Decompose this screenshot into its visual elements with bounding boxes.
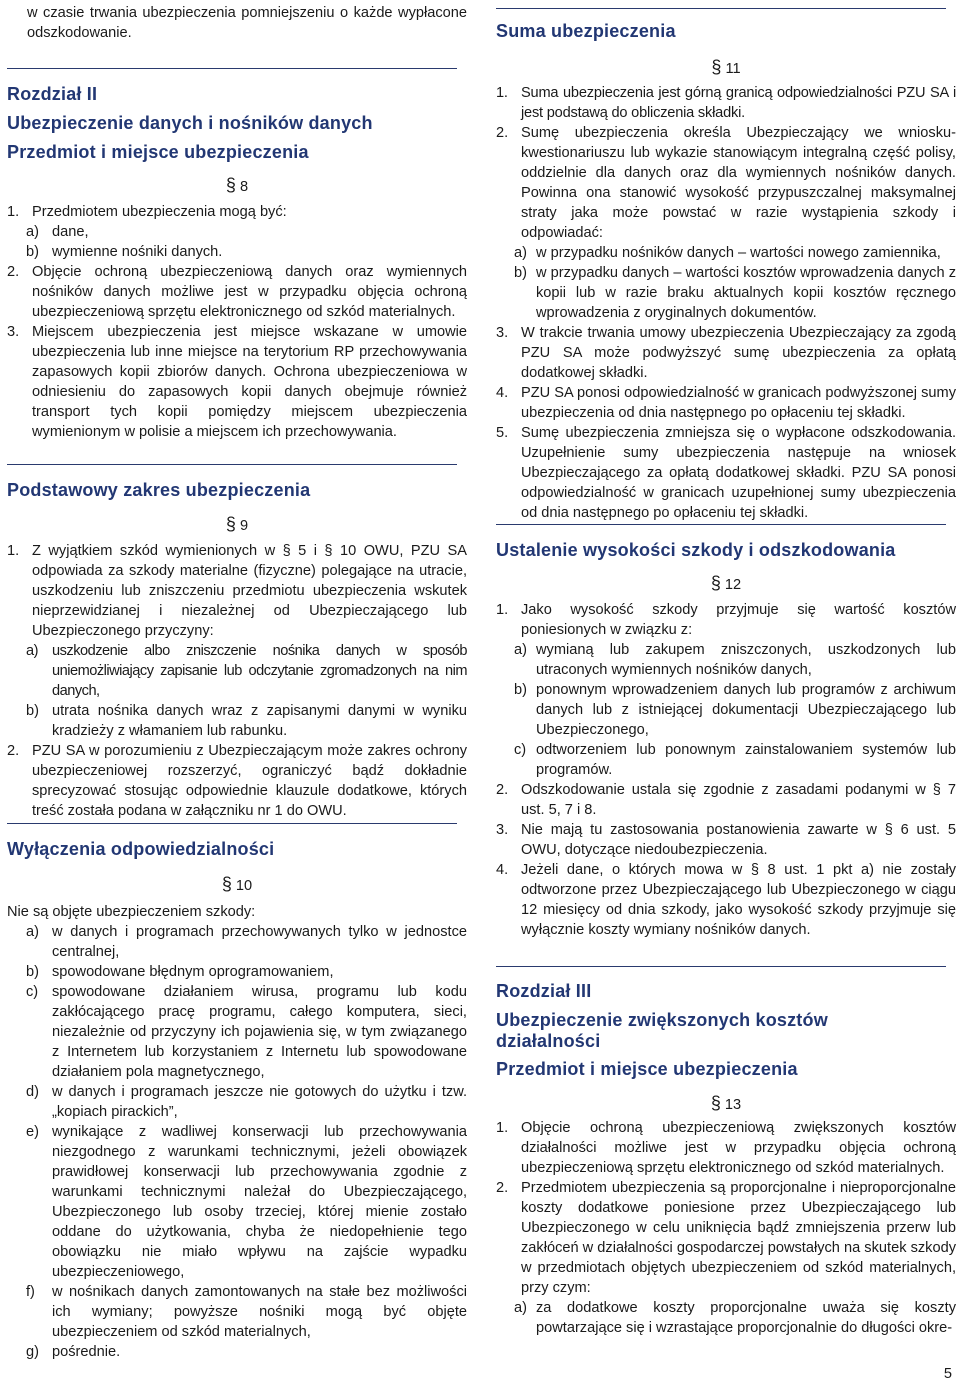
list-item: 1. Przedmiotem ubezpieczenia mogą być: [7, 204, 287, 220]
section-11-body [496, 83, 956, 523]
list-item: 1. Suma ubezpieczenia jest górną granicą odpowiedzialności PZU SA i jest podstawą do obliczenia składki. [496, 85, 956, 121]
list-item: d) w danych i programach jeszcze nie gotowych do użytku i tzw. „kopiach pirackich”, [26, 1084, 467, 1120]
section-number: 12 [724, 577, 742, 593]
section-title: Ustalenie wysokości szkody i odszkodowania [496, 540, 896, 560]
list-intro: Nie są objęte ubezpieczeniem szkody: [7, 904, 256, 920]
list-item: c) spowodowane działaniem wirusa, programu lub kodu zakłócającego pracę programu, całego komputera, sieci, niezależnie od przyczyny ich pojawienia się, w tym związanego z Internetem lub korzystaniem z Internetu lub spowodowane działaniem pola magnetycznego, [26, 984, 467, 1080]
divider [496, 966, 946, 967]
section-8-body [7, 202, 467, 442]
page-number: 5 [943, 1366, 952, 1382]
list-item: a) wymianą lub zakupem zniszczonych, uszkodzonych lub utraconych wymiennych nośników danych, [514, 642, 956, 678]
divider [7, 68, 457, 69]
section-symbol: § [710, 1093, 721, 1113]
list-item: a) za dodatkowe koszty proporcjonalne uważa się koszty powtarzające się i wzrastające proporcjonalnie do długości okre- [514, 1300, 956, 1336]
list-item: 4. PZU SA ponosi odpowiedzialność w granicach podwyższonej sumy ubezpieczenia od dnia następnego po opłaceniu tej składki. [496, 385, 956, 421]
chapter-number: Rozdział III [496, 981, 592, 1001]
chapter-heading [7, 80, 467, 167]
chapter-title: Ubezpieczenie zwiększonych kosztów działalności [496, 1010, 828, 1051]
section-number: 10 [235, 878, 253, 894]
list-item: 1. Objęcie ochroną ubezpieczeniową zwiększonych kosztów działalności możliwe jest w przypadku objęcia ochroną ubezpieczeniową sprzętu elektronicznego od szkód materialnych. [496, 1120, 956, 1176]
divider [496, 8, 946, 9]
list-item: b) utrata nośnika danych wraz z zapisanymi danymi w wyniku kradzieży z włamaniem lub rabunku. [26, 703, 467, 739]
chapter-heading [496, 977, 956, 1084]
intro-text: w czasie trwania ubezpieczenia pomniejszeniu o każde wypłacone odszkodowanie. [27, 5, 467, 41]
section-13-body [496, 1118, 956, 1338]
list-item: 1. Z wyjątkiem szkód wymienionych w § 5 i § 10 OWU, PZU SA odpowiada za szkody materialne (fizyczne) polegające na utracie, uszkodzeniu lub zniszczeniu przedmiotu ubezpieczenia wskutek nieprzewidzianej i niezależnej od Ubezpieczającego lub Ubezpieczonego przyczyny: [7, 543, 467, 639]
section-12-body [496, 600, 956, 940]
list-item: 2. Odszkodowanie ustala się zgodnie z zasadami podanymi w § 7 ust. 5, 7 i 8. [496, 782, 956, 818]
section-title: Przedmiot i miejsce ubezpieczenia [496, 1059, 798, 1079]
divider [496, 524, 946, 525]
list-item: g) pośrednie. [26, 1344, 121, 1360]
divider [7, 823, 457, 824]
list-item: b) w przypadku danych – wartości kosztów wprowadzenia danych z kopii lub w razie braku aktualnych kopii kosztów ręcznego wprowadzenia z oryginalnych dokumentów. [514, 265, 956, 321]
section-title: Suma ubezpieczenia [496, 21, 676, 41]
list-item: b) wymienne nośniki danych. [26, 244, 223, 260]
list-item: 3. W trakcie trwania umowy ubezpieczenia Ubezpieczający za zgodą PZU SA może podwyższyć sumę ubezpieczenia za opłatą dodatkowej składki. [496, 325, 956, 381]
list-item: 2. PZU SA w porozumieniu z Ubezpieczającym może zakres ochrony ubezpieczeniowej rozszerzyć, ograniczyć bądź dokładnie sprecyzować stosując odpowiednie klauzule dodatkowe, których treść została podana w załączniku nr 1 do OWU. [7, 743, 467, 819]
list-item: 5. Sumę ubezpieczenia zmniejsza się o wypłacone odszkodowania. Uzupełnienie sumy ubezpieczenia następuje na wniosek Ubezpieczającego za opłatą dodatkowej składki. PZU SA ponosi odpowiedzialność w granicach uzupełnionej sumy ubezpieczenia od dnia następnego po opłaceniu tej składki. [496, 425, 956, 521]
section-9-heading [7, 514, 467, 536]
section-12-heading [496, 573, 956, 595]
list-item: 3. Nie mają tu zastosowania postanowienia zawarte w § 6 ust. 5 OWU, dotyczące niedoubezpieczenia. [496, 822, 956, 858]
section-symbol: § [711, 57, 722, 77]
section-10-body [7, 902, 467, 1362]
list-item: b) spowodowane błędnym oprogramowaniem, [26, 964, 334, 980]
list-item: c) odtworzeniem lub ponownym zainstalowaniem systemów lub programów. [514, 742, 956, 778]
list-item: 4. Jeżeli dane, o których mowa w § 8 ust. 1 pkt a) nie zostały odtworzone przez Ubezpieczającego lub Ubezpieczonego w ciągu 12 miesięcy od dnia szkody, jako wysokość szkody przyjmuje się wyłącznie koszty wymiany nośników danych. [496, 862, 956, 938]
section-symbol: § [710, 573, 721, 593]
section-title: Przedmiot i miejsce ubezpieczenia [7, 142, 309, 162]
list-item: f) w nośnikach danych zamontowanych na stałe bez możliwości ich wymiany; powyższe nośniki mogą być objęte ubezpieczeniem od szkód materialnych, [26, 1284, 467, 1340]
list-item: a) w danych i programach przechowywanych tylko w jednostce centralnej, [26, 924, 467, 960]
list-item: b) ponownym wprowadzeniem danych lub programów z archiwum danych lub z istniejącej dokumentacji Ubezpieczającego lub Ubezpieczonego, [514, 682, 956, 738]
list-item: a) w przypadku nośników danych – wartości nowego zamiennika, [514, 245, 941, 261]
section-9-body [7, 541, 467, 821]
divider [7, 464, 457, 465]
section-number: 8 [239, 179, 249, 195]
section-number: 11 [725, 61, 741, 77]
section-13-heading [496, 1093, 956, 1115]
section-symbol: § [225, 175, 236, 195]
section-10-heading [7, 874, 467, 896]
section-title: Podstawowy zakres ubezpieczenia [7, 480, 311, 500]
section-number: 13 [724, 1097, 742, 1113]
section-symbol: § [225, 514, 236, 534]
chapter-number: Rozdział II [7, 84, 98, 104]
list-item: 2. Sumę ubezpieczenia określa Ubezpieczający we wniosku-kwestionariuszu lub wykazie stanowiącym integralną część polisy, oddzielnie dla danych oraz dla wymiennych nośników danych. Powinna ona stanowić wysokość przypuszczalnej maksymalnej straty jaka może powstać w razie wystąpienia szkody i odpowiadać: [496, 125, 956, 241]
list-item: a) uszkodzenie albo zniszczenie nośnika danych w sposób uniemożliwiający zapisanie lub odczytanie zgromadzonych na nim danych, [26, 643, 467, 699]
list-item: 1. Jako wysokość szkody przyjmuje się wartość kosztów poniesionych w związku z: [496, 602, 956, 638]
chapter-title: Ubezpieczenie danych i nośników danych [7, 113, 373, 133]
section-number: 9 [239, 518, 249, 534]
section-11-heading [496, 57, 956, 79]
list-item: a) dane, [26, 224, 89, 240]
list-item: 3. Miejscem ubezpieczenia jest miejsce wskazane w umowie ubezpieczenia lub inne miejsce na terytorium RP przechowywania zapasowych kopii zbiorów danych. Ochrona ubezpieczeniowa w odniesieniu do zapasowych kopii danych obejmuje również transport tych kopii pomiędzy miejscem ubezpieczenia wymienionym w polisie a miejscem ich przechowywania. [7, 324, 467, 440]
section-title: Wyłączenia odpowiedzialności [7, 839, 275, 859]
section-symbol: § [221, 874, 232, 894]
list-item: 2. Objęcie ochroną ubezpieczeniową danych oraz wymiennych nośników danych możliwe jest w przypadku objęcia ochroną ubezpieczeniową sprzętu elektronicznego od szkód materialnych. [7, 264, 467, 320]
list-item: 2. Przedmiotem ubezpieczenia są proporcjonalne i nieproporcjonalne koszty dodatkowe poniesione przez Ubezpieczającego lub Ubezpieczonego w celu uniknięcia bądź zmniejszenia przerw lub zakłóceń w działalności gospodarczej powstałych na skutek szkody w przedmiotach objętych ubezpieczeniem od szkód materialnych, przy czym: [496, 1180, 956, 1296]
section-8-heading [7, 175, 467, 197]
list-item: e) wynikające z wadliwej konserwacji lub przechowywania niezgodnego z warunkami technicznymi, jeżeli obowiązek prawidłowej konserwacji lub przechowywania zgodnie z warunkami technicznymi należał do Ubezpieczającego, Ubezpieczonego lub osoby trzeciej, której mienie zostało oddane do użytkowania, chyba że niedopełnienie tego obowiązku nie miało wpływu na zajście wypadku ubezpieczeniowego, [26, 1124, 467, 1280]
